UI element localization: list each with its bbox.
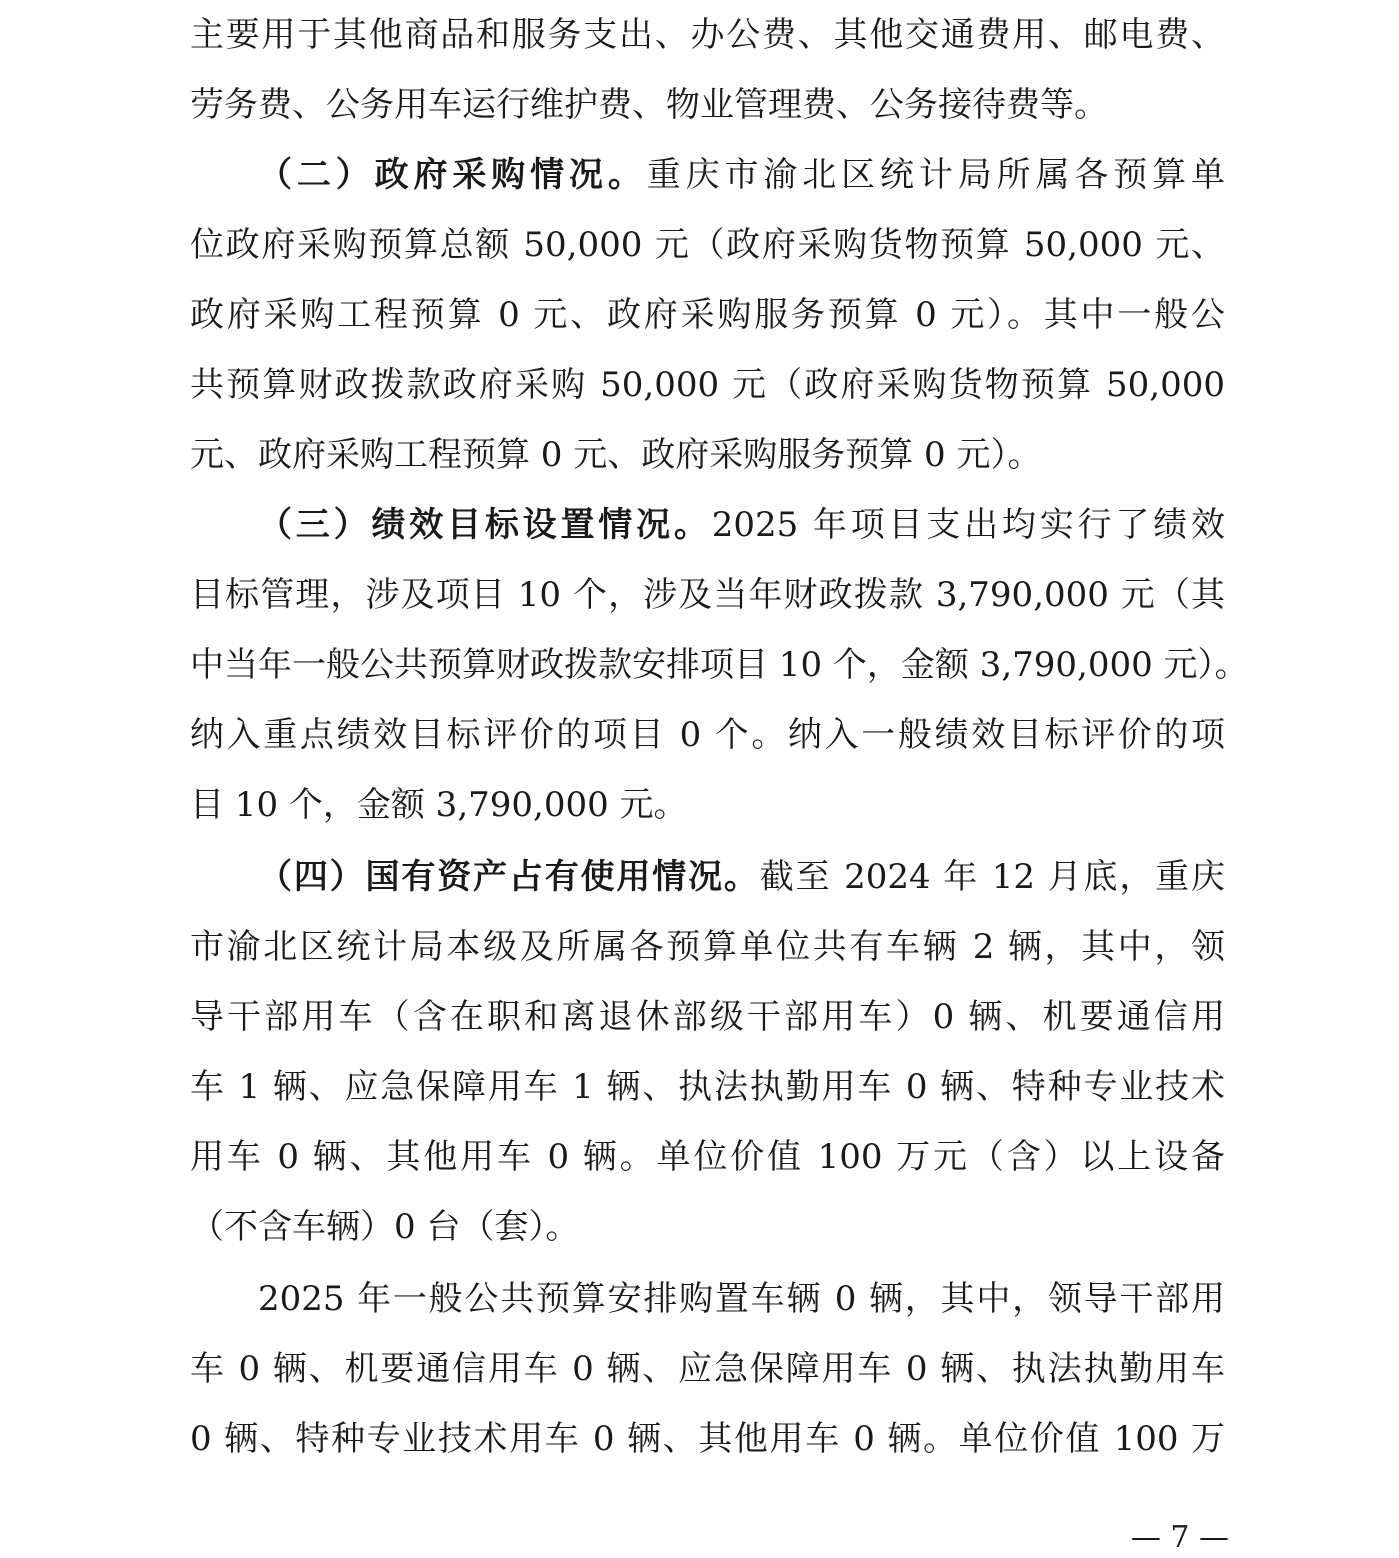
text-span: 2025 年项目支出均实行了绩效: [711, 505, 1225, 545]
text-line: 导干部用车（含在职和离退休部级干部用车）0 辆、机要通信用: [190, 997, 1225, 1037]
paragraph-first-line: [190, 500, 1225, 550]
text-line: 位政府采购预算总额 50,000 元（政府采购货物预算 50,000 元、: [190, 225, 1225, 265]
text-line: 共预算财政拨款政府采购 50,000 元（政府采购货物预算 50,000: [190, 365, 1225, 405]
text-line: 目 10 个，金额 3,790,000 元。: [190, 785, 688, 825]
paragraph-first-line: [190, 150, 1225, 200]
text-line: 中当年一般公共预算财政拨款安排项目 10 个，金额 3,790,000 元）。: [190, 645, 1249, 685]
paragraph-first-line: 2025 年一般公共预算安排购置车辆 0 辆，其中，领导干部用: [258, 1279, 1225, 1319]
paragraph-first-line: [190, 852, 1225, 902]
text-line: 车 1 辆、应急保障用车 1 辆、执法执勤用车 0 辆、特种专业技术: [190, 1067, 1225, 1107]
text-line: 0 辆、特种专业技术用车 0 辆、其他用车 0 辆。单位价值 100 万: [190, 1419, 1225, 1459]
text-line: 政府采购工程预算 0 元、政府采购服务预算 0 元）。其中一般公: [190, 295, 1225, 335]
text-line: （不含车辆）0 台（套）。: [190, 1207, 580, 1247]
text-line: 元、政府采购工程预算 0 元、政府采购服务预算 0 元）。: [190, 435, 1042, 475]
text-line: 市渝北区统计局本级及所属各预算单位共有车辆 2 辆，其中，领: [190, 927, 1225, 967]
text-line: 用车 0 辆、其他用车 0 辆。单位价值 100 万元（含）以上设备: [190, 1137, 1225, 1177]
text-line: 劳务费、公务用车运行维护费、物业管理费、公务接待费等。: [190, 85, 1108, 125]
text-line: 车 0 辆、机要通信用车 0 辆、应急保障用车 0 辆、执法执勤用车: [190, 1349, 1225, 1389]
section-heading-assets: （四）国有资产占有使用情况。: [258, 857, 760, 897]
page-number: — 7 —: [1130, 1520, 1229, 1555]
section-heading-performance: （三）绩效目标设置情况。: [258, 505, 712, 545]
text-line: 主要用于其他商品和服务支出、办公费、其他交通费用、邮电费、: [190, 15, 1225, 55]
section-heading-procurement: （二）政府采购情况。: [258, 155, 647, 195]
text-span: 截至 2024 年 12 月底，重庆: [759, 857, 1225, 897]
text-line: 目标管理，涉及项目 10 个，涉及当年财政拨款 3,790,000 元（其: [190, 575, 1225, 615]
text-span: 重庆市渝北区统计局所属各预算单: [646, 155, 1225, 195]
text-line: 纳入重点绩效目标评价的项目 0 个。纳入一般绩效目标评价的项: [190, 715, 1225, 755]
